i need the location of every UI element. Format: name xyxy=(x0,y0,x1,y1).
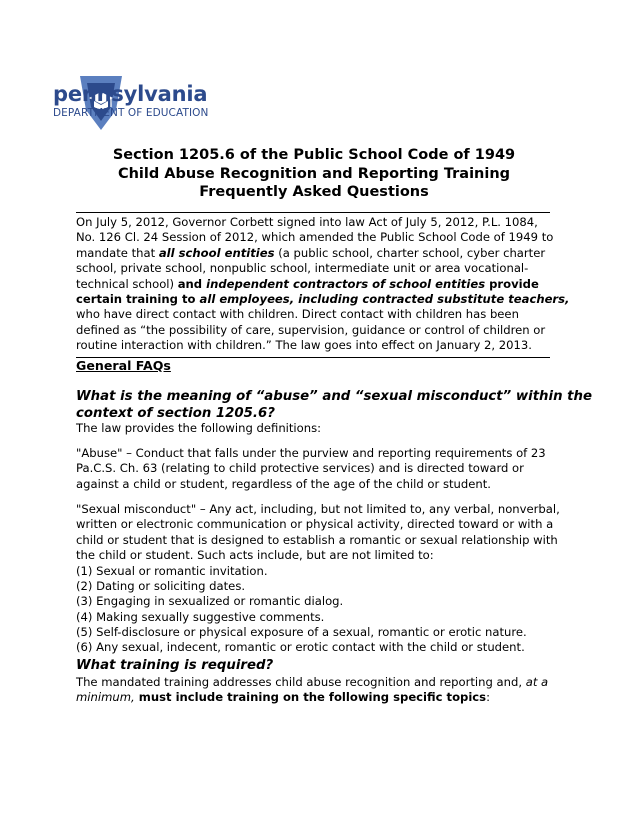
list-item: (4) Making sexually suggestive comments. xyxy=(76,609,325,624)
question-line: What training is required? xyxy=(76,658,274,673)
intro-line: who have direct contact with children. Direct contact with children has been xyxy=(76,307,519,322)
emphasis: all school entities xyxy=(158,245,275,260)
intro-line: defined as “the possibility of care, supervision, guidance or control of children or xyxy=(76,322,546,337)
intro-paragraph xyxy=(76,212,570,358)
text: (a public school, charter school, cyber charter xyxy=(274,245,546,260)
text-line: "Abuse" – Conduct that falls under the purview and reporting requirements of 23 xyxy=(76,446,546,460)
text: mandate that xyxy=(76,245,159,260)
intro-line: On July 5, 2012, Governor Corbett signed into law Act of July 5, 2012, P.L. 1084, xyxy=(76,215,538,229)
abuse-definition xyxy=(76,446,556,492)
sexual-misconduct-definition xyxy=(76,502,560,655)
emphasis: must include training on the following specific topics xyxy=(134,690,487,705)
list-item: (6) Any sexual, indecent, romantic or erotic contact with the child or student. xyxy=(76,640,525,655)
faq-question-1 xyxy=(76,388,593,422)
list-item: (2) Dating or soliciting dates. xyxy=(76,578,246,593)
text-line: written or electronic communication or physical activity, directed toward or with a xyxy=(76,517,554,532)
text-line: the child or student. Such acts include, but are not limited to: xyxy=(76,548,434,563)
text-line: against a child or student, regardless of the age of the child or student. xyxy=(76,476,491,491)
text-line xyxy=(76,675,556,690)
list-item: (3) Engaging in sexualized or romantic dialog. xyxy=(76,594,344,609)
emphasis: independent contractors of school entities xyxy=(206,276,486,291)
emphasis: all employees, including contracted substitute teachers, xyxy=(199,292,570,307)
intro-line: No. 126 Cl. 24 Session of 2012, which amended the Public School Code of 1949 to xyxy=(76,230,554,245)
logo-wordmark: pennsylvania xyxy=(53,82,208,106)
intro-line xyxy=(76,292,570,307)
emphasis: minimum, xyxy=(76,690,135,705)
text-line xyxy=(76,690,556,705)
list-item: (5) Self-disclosure or physical exposure of a sexual, romantic or erotic nature. xyxy=(76,624,527,639)
emphasis: and xyxy=(177,276,207,291)
question-line: context of section 1205.6? xyxy=(76,406,275,421)
text-line: child or student that is designed to establish a romantic or sexual relationship with xyxy=(76,532,558,547)
intro-line xyxy=(76,277,550,292)
document-title xyxy=(76,146,552,202)
title-line-1: Section 1205.6 of the Public School Code of 1949 xyxy=(112,147,516,163)
logo-subtitle: DEPARTMENT OF EDUCATION xyxy=(53,107,209,119)
text-line: "Sexual misconduct" – Any act, including, but not limited to, any verbal, nonverbal, xyxy=(76,502,560,516)
emphasis: certain training to xyxy=(76,292,200,307)
text: : xyxy=(486,690,490,705)
text-line: The law provides the following definitions: xyxy=(76,421,322,435)
intro-line xyxy=(76,246,550,261)
text-line: Pa.C.S. Ch. 63 (relating to child protective services) and is directed toward or xyxy=(76,461,524,476)
definitions-intro xyxy=(76,421,556,436)
intro-line: school, private school, nonpublic school, intermediate unit or area vocational- xyxy=(76,261,529,276)
emphasis: provide xyxy=(485,276,539,291)
question-line: What is the meaning of “abuse” and “sexual misconduct” within the xyxy=(76,389,593,404)
intro-line: routine interaction with children.” The law goes into effect on January 2, 2013. xyxy=(76,338,532,353)
list-item: (1) Sexual or romantic invitation. xyxy=(76,563,268,578)
text: The mandated training addresses child abuse recognition and reporting and, xyxy=(76,675,526,689)
title-line-3: Frequently Asked Questions xyxy=(199,184,429,200)
faq-question-2 xyxy=(76,657,556,674)
section-heading: General FAQs xyxy=(76,358,171,373)
text: technical school) xyxy=(76,276,178,291)
training-paragraph xyxy=(76,675,556,706)
title-line-2: Child Abuse Recognition and Reporting Training xyxy=(117,165,511,182)
emphasis: at a xyxy=(525,675,549,689)
